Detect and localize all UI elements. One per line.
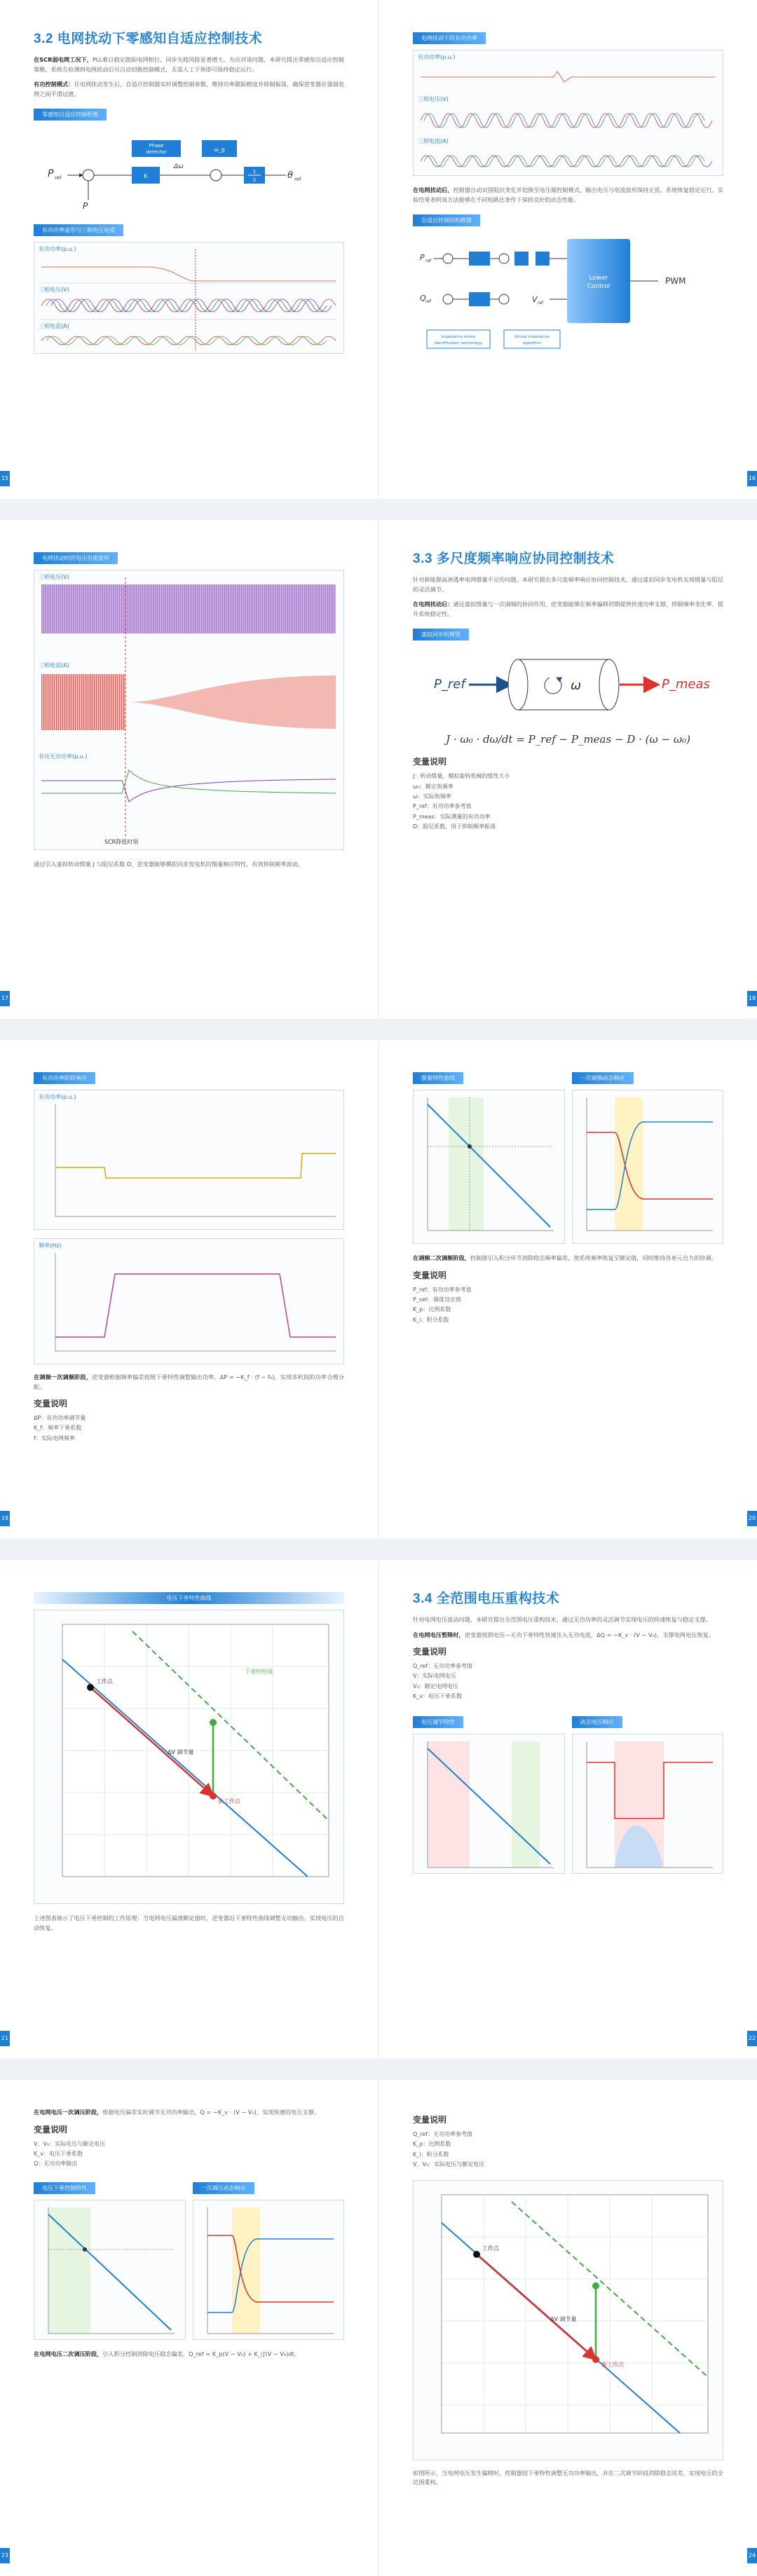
- disturbance-waves: [414, 50, 722, 177]
- svg-text:ref: ref: [538, 301, 544, 306]
- page-15: [0, 0, 378, 499]
- figure-caption: 动态电压响应: [572, 1716, 622, 1728]
- paragraph: 在电网电压暂降时，逆变器按照电压—无功下垂特性快速注入无功电流，ΔQ = −K_v · (V − V₀)，支撑电网电压恢复。: [413, 1631, 714, 1638]
- dynamic-voltage-chart: [572, 1734, 724, 1874]
- variable-item: K_v：电压下垂系数: [34, 2150, 83, 2157]
- variable-item: K_p：比例系数: [413, 1306, 451, 1313]
- scr-waveform-panel: [34, 570, 344, 850]
- adaptive-control-diagram: [413, 232, 721, 365]
- pmeas-label: P_meas: [662, 677, 710, 692]
- figure-caption: 惯量特性曲线: [413, 1072, 463, 1084]
- voltage-droop-chart: [34, 1610, 344, 1904]
- paragraph: 针对新能源高渗透率电网惯量不足的问题，本研究提出多尺度频率响应协同控制技术，通过虚拟同步发电机实现惯量与阻尼的灵活调节。: [413, 576, 723, 593]
- svg-text:ref: ref: [425, 299, 432, 305]
- paragraph: 在电网电压一次调压阶段，根据电压偏差实时调节无功功率输出，Q = −K_v · (V − V₀)，实现快速的电压支撑。: [34, 2109, 320, 2116]
- virtual-synchronous-machine-diagram: [413, 646, 721, 723]
- page-17: [0, 520, 378, 1019]
- svg-text:Virtual impedance: Virtual impedance: [514, 335, 550, 340]
- figure-caption: 零感知自适应控制框图: [34, 109, 107, 121]
- variable-heading: 变量说明: [413, 1270, 447, 1280]
- figure-caption: 电网扰动下的有功功率: [413, 32, 486, 44]
- inertia-chart: [413, 1090, 565, 1244]
- paragraph: 在电网扰动后：通过虚拟惯量与一次调频的协同作用，逆变器能够在频率偏移初期提供快速功率支撑，抑制频率变化率，提升系统稳定性。: [413, 601, 723, 617]
- variable-item: K_v：电压下垂系数: [413, 1693, 462, 1700]
- variable-heading: 变量说明: [413, 757, 447, 767]
- section-title-3-3: 3.3 多尺度频率响应协同控制技术: [413, 551, 615, 566]
- plot-label: 有功无功功率(p.u.): [39, 753, 88, 760]
- chart-annotation: 下垂特性线: [245, 1669, 273, 1675]
- variable-item: P_ref：有功功率参考值: [413, 803, 472, 810]
- paragraph: 有功控制模式：在电网扰动发生后，自适应控制器实时调整控制参数，维持功率跟踪精度并抑制振荡，确保逆变器在强弱电网之间平滑过渡。: [34, 81, 344, 97]
- spread-4: [0, 1560, 757, 2059]
- section-title-3-2: 3.2 电网扰动下零感知自适应控制技术: [34, 32, 263, 46]
- variable-item: J：转动惯量，模拟旋转机械的惯性大小: [413, 773, 510, 780]
- svg-text:Q: Q: [420, 294, 426, 303]
- waveform-panel: [34, 242, 344, 354]
- variable-heading: 变量说明: [34, 1399, 68, 1409]
- page-number: 22: [747, 2031, 757, 2046]
- variable-item: K_p：比例系数: [413, 2141, 451, 2148]
- figure-caption: 电压调节特性: [413, 1716, 463, 1728]
- svg-text:detector: detector: [146, 149, 167, 156]
- svg-text:ω_g: ω_g: [214, 146, 225, 153]
- paragraph: 在调频二次调频阶段，控制器引入积分环节消除稳态频率偏差，使系统频率恢复至额定值，同时维持各单元出力的协调。: [413, 1254, 717, 1261]
- plot-label: 三相电流(A): [418, 138, 449, 144]
- primary-voltage-chart: [193, 2200, 345, 2340]
- page-number: 21: [0, 2031, 10, 2046]
- figure-caption: 虚拟同步机模型: [413, 629, 469, 640]
- svg-text:ref: ref: [425, 259, 432, 264]
- plot-label: 三相电流(A): [39, 323, 69, 330]
- spread-2: [0, 520, 757, 1019]
- page-number: 23: [0, 2548, 10, 2563]
- figure-caption: 自适应控制结构框图: [413, 214, 480, 226]
- svg-text:Impedance online: Impedance online: [441, 335, 476, 340]
- svg-text:Δω: Δω: [174, 163, 184, 171]
- plot-label: 频率(Hz): [39, 1242, 62, 1249]
- plot-label: 有功功率(p.u.): [418, 54, 456, 60]
- svg-text:P: P: [420, 253, 425, 263]
- page-number: 17: [0, 991, 10, 1006]
- swing-equation: J · ω₀ · dω/dt = P_ref − P_meas − D · (ω − ω₀): [446, 733, 690, 746]
- paragraph: 在电网电压二次调压阶段，引入积分控制消除电压稳态偏差，Q_ref = K_p(V − V₀) + K_i∫(V − V₀)dt。: [34, 2350, 300, 2357]
- variable-item: ω：实际角频率: [413, 793, 451, 800]
- plot-label: 三相电压(V): [418, 96, 449, 102]
- paragraph: 上述图表展示了电压下垂控制的工作原理：当电网电压偏离额定值时，逆变器沿下垂特性曲线调整无功输出，实现电压的自动恢复。: [34, 1914, 344, 1931]
- page-number: 15: [0, 471, 10, 486]
- figure-caption: 电压下垂特性曲线: [34, 1592, 344, 1604]
- plot-label: 三相电流(A): [39, 662, 69, 669]
- spread-3: [0, 1040, 757, 1539]
- chart-annotation: 新工作点: [601, 2361, 624, 2368]
- svg-text:P: P: [48, 168, 54, 180]
- svg-text:1: 1: [252, 169, 257, 175]
- svg-text:S: S: [252, 177, 257, 184]
- figure-caption: 电压下垂控制特性: [34, 2182, 95, 2194]
- variable-item: ΔP：有功功率调节量: [34, 1415, 86, 1422]
- section-title-3-4: 3.4 全范围电压重构技术: [413, 1591, 560, 1606]
- svg-text:V: V: [532, 295, 538, 305]
- scr-label: SCR降低时刻: [104, 839, 139, 845]
- svg-text:Phase: Phase: [149, 143, 164, 149]
- page-19: [0, 1040, 378, 1539]
- page-number: 18: [747, 991, 757, 1006]
- frequency-panel: [34, 1238, 344, 1364]
- step-response-panel: [34, 1090, 344, 1230]
- page-number: 24: [747, 2548, 757, 2563]
- page-22: [379, 1560, 757, 2059]
- current-waves: [34, 242, 343, 355]
- variable-item: K_i：积分系数: [413, 1316, 449, 1323]
- plot-label: 三相电压(V): [39, 287, 69, 294]
- plot-label: 三相电压(V): [39, 574, 69, 580]
- variable-item: K_i：积分系数: [413, 2151, 449, 2158]
- svg-text:Control: Control: [587, 283, 611, 291]
- spread-5: [0, 2080, 757, 2576]
- figure-caption: 有功功率波形与三相电压电流: [34, 224, 123, 236]
- chart-annotation: 工作点: [96, 1678, 113, 1685]
- figure-caption: 有功功率阶跃响应: [34, 1072, 95, 1084]
- primary-frequency-chart: [572, 1090, 724, 1244]
- variable-item: V₀：额定电网电压: [413, 1683, 458, 1690]
- svg-text:ref: ref: [55, 175, 62, 181]
- paragraph: 针对电网电压波动问题，本研究提出全范围电压重构技术，通过无功功率的灵活调节实现电压的快速恢复与稳定支撑。: [413, 1616, 711, 1623]
- figure-caption: 电网扰动时的电压电流波形: [34, 552, 118, 564]
- page-number: 16: [747, 471, 757, 486]
- page-18: [379, 520, 757, 1019]
- variable-item: ω₀：额定角频率: [413, 783, 453, 790]
- variable-heading: 变量说明: [413, 2115, 447, 2125]
- spread-1: [0, 0, 757, 499]
- variable-item: V、V₀：实际电压与额定电压: [413, 2161, 485, 2168]
- page-21: [0, 1560, 378, 2059]
- paragraph: 如图所示，当电网电压发生偏移时，控制器按下垂特性调整无功功率输出，并在二次调节阶段消除稳态误差，实现电压的全范围重构。: [413, 2469, 723, 2486]
- waveform-panel: [413, 50, 723, 176]
- pref-label: P_ref: [434, 677, 465, 692]
- paragraph: 在电网扰动后，控制器自动识别阻抗变化并切换至电压源控制模式，输出电压与电流波形保持正弦，系统恢复稳定运行。实验结果表明该方法能够在不同短路比条件下保持良好的动态性能。: [413, 186, 723, 203]
- paragraph: 通过引入虚拟转动惯量 J 与阻尼系数 D，逆变器能够模拟同步发电机的惯量响应特性，有效抑制频率波动。: [34, 861, 304, 868]
- secondary-droop-chart: [413, 2180, 723, 2460]
- page-16: [379, 0, 757, 499]
- variable-item: Q_ref：无功功率参考值: [413, 1663, 473, 1670]
- page-24: [379, 2080, 757, 2576]
- figure-caption: 一次调压动态响应: [193, 2182, 254, 2194]
- svg-text:algorithm: algorithm: [522, 341, 542, 346]
- svg-text:identification technology: identification technology: [434, 341, 483, 346]
- variable-item: P_set：调度设定值: [413, 1296, 462, 1303]
- chart-annotation: ΔV 调节量: [550, 2315, 577, 2322]
- plot-label: 有功功率(p.u.): [39, 246, 76, 253]
- page-number: 20: [747, 1511, 757, 1526]
- chart-annotation: ΔV 调节量: [168, 1749, 194, 1755]
- variable-item: D：阻尼系数，用于抑制频率振荡: [413, 823, 496, 830]
- chart-annotation: 工作点: [482, 2245, 499, 2252]
- variable-heading: 变量说明: [413, 1647, 447, 1657]
- svg-text:Lower: Lower: [589, 275, 608, 282]
- variable-item: f：实际电网频率: [34, 1434, 75, 1441]
- variable-item: P_meas：实际测量的有功功率: [413, 813, 491, 820]
- svg-text:PWM: PWM: [665, 276, 686, 287]
- svg-text:K: K: [144, 173, 148, 180]
- variable-item: K_f：频率下垂系数: [34, 1425, 82, 1432]
- variable-item: Q_ref：无功功率参考值: [413, 2131, 473, 2137]
- figure-caption: 一次调频动态响应: [572, 1072, 634, 1084]
- variable-item: P_ref：有功功率参考值: [413, 1286, 472, 1293]
- paragraph: 在SCR弱电网工况下，PLL难以稳定跟踪电网相位，同步失稳风险显著增大。为应对该问题，本研究提出零感知自适应控制策略，系统在检测到电网扰动后可自动切换控制模式，无需人工干预即可保持稳定运行。: [34, 56, 344, 73]
- voltage-regulation-chart: [413, 1734, 565, 1874]
- page-23: [0, 2080, 378, 2576]
- variable-heading: 变量说明: [34, 2124, 68, 2135]
- variable-item: V、V₀：实际电压与额定电压: [34, 2140, 106, 2147]
- svg-text:θ: θ: [287, 170, 293, 181]
- page-number: 19: [0, 1511, 10, 1526]
- page-20: [379, 1040, 757, 1539]
- svg-text:ref: ref: [294, 177, 301, 183]
- paragraph: 在调频一次调频阶段，逆变器根据频率偏差按照下垂特性调整输出功率，ΔP = −K_f · (f − f₀)，实现多机间的功率合理分配。: [34, 1373, 344, 1390]
- variable-item: V：实际电网电压: [413, 1673, 456, 1680]
- droop-control-chart: [34, 2200, 186, 2340]
- plot-label: 有功功率(p.u.): [39, 1094, 76, 1100]
- chart-annotation: 新工作点: [218, 1798, 240, 1804]
- omega-label: ω: [571, 678, 582, 694]
- control-block-diagram: [34, 126, 342, 217]
- variable-item: Q：无功功率输出: [34, 2160, 78, 2167]
- svg-text:P: P: [83, 201, 88, 212]
